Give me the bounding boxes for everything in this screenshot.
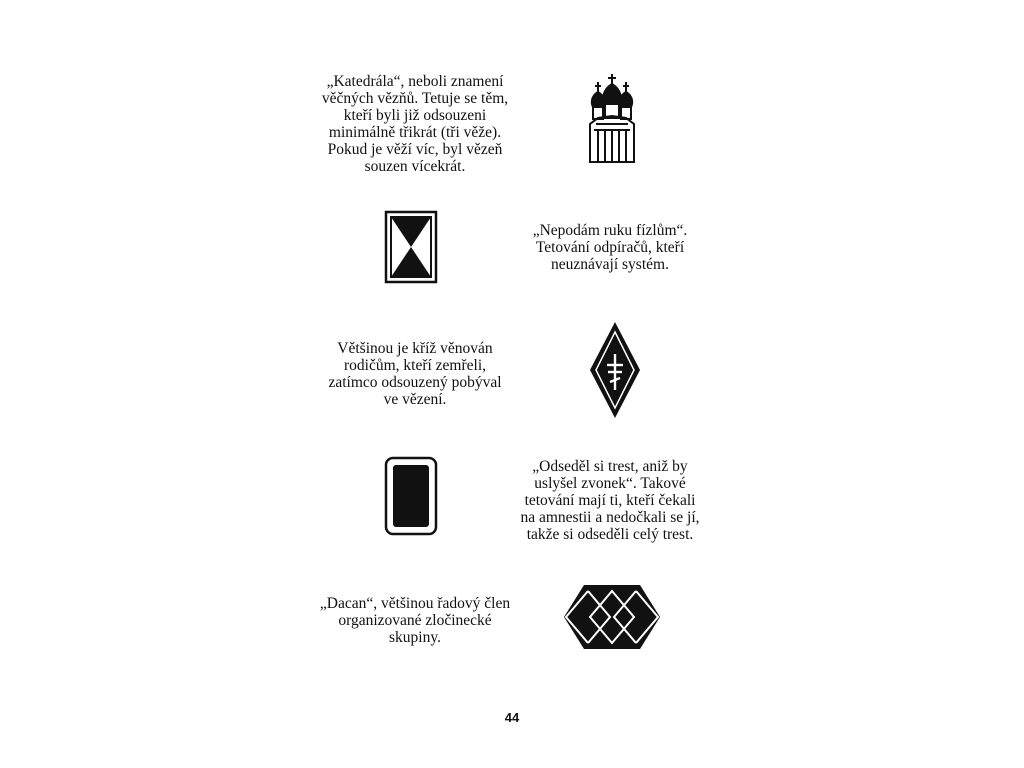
caption-hourglass: „Nepodám ruku fízlům“. Tetování odpíračů, kteří neuznávají systém.: [532, 222, 688, 273]
caption-cross: Většinou je kříž věnován rodičům, kteří zemřeli, zatímco odsouzený pobýval ve vězení.: [328, 340, 502, 408]
filled-rectangle-icon: [384, 456, 438, 536]
diamond-cross-icon: [588, 320, 642, 420]
hourglass-square-icon: [384, 210, 438, 284]
hexagon-diamond-icon: [562, 583, 662, 651]
cathedral-icon: [586, 72, 638, 164]
caption-bell: „Odseděl si trest, aniž by uslyšel zvonek“. Takové tetování mají ti, kteří čekali na amnestii a nedočkali se jí, takže si odseděli celý trest.: [520, 458, 700, 543]
caption-cathedral: „Katedrála“, neboli znamení věčných vězňů. Tetuje se těm, kteří byli již odsouzeni minimálně třikrát (tři věže). Pokud je věží víc, byl vězeň souzen vícekrát.: [321, 73, 509, 175]
page-number: 44: [504, 710, 520, 725]
caption-dacan: „Dacan“, většinou řadový člen organizované zločinecké skupiny.: [319, 595, 511, 646]
